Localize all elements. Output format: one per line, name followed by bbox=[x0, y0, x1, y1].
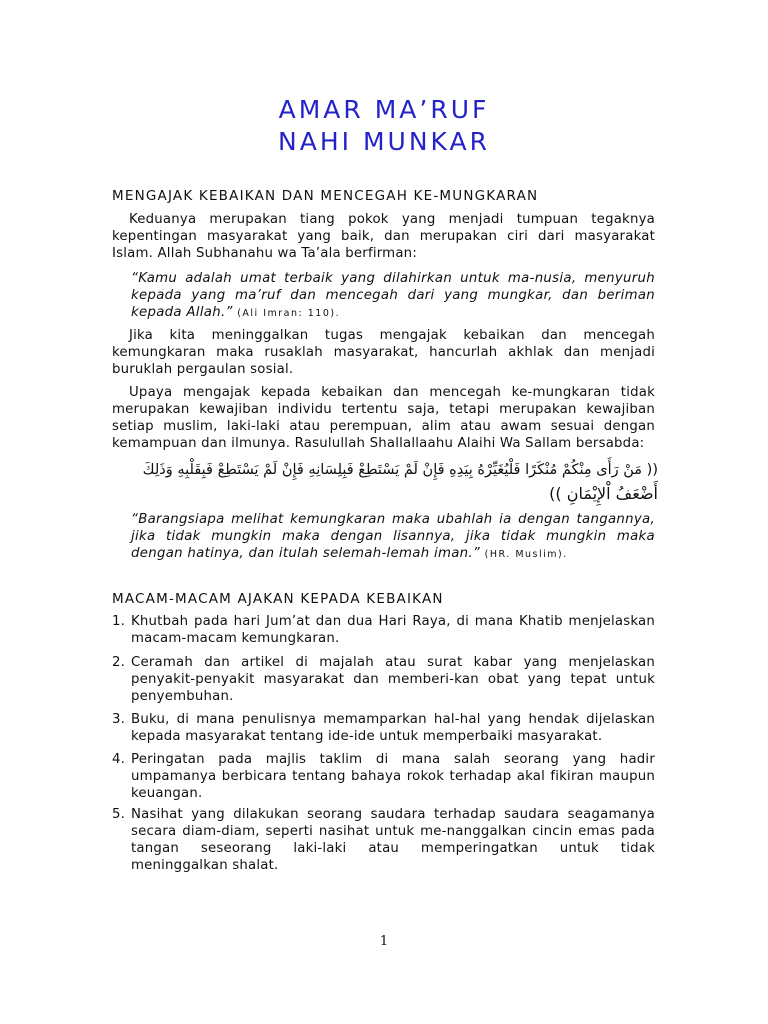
list-item-number: 3. bbox=[112, 712, 126, 727]
list-item-line: Ceramah dan artikel di majalah atau surat kabar yang menjelaskan bbox=[131, 655, 655, 670]
paragraph-3-line: setiap muslim, laki-laki atau perempuan, alim atau awam sesuai dengan bbox=[112, 419, 655, 434]
paragraph-1-line: Islam. Allah Subhanahu wa Ta’ala berfirman: bbox=[112, 246, 417, 261]
paragraph-2-line: buruklah pergaulan sosial. bbox=[112, 362, 294, 377]
quote-2-line: “Barangsiapa melihat kemungkaran maka ubahlah ia dengan tangannya, bbox=[131, 512, 655, 527]
page-title bbox=[0, 94, 768, 158]
paragraph-2-line: kemungkaran maka rusaklah masyarakat, hancurlah akhlak dan menjadi bbox=[112, 345, 655, 360]
list-item-line: meninggalkan shalat. bbox=[131, 858, 279, 873]
list-item-number: 4. bbox=[112, 752, 126, 767]
paragraph-3 bbox=[112, 384, 655, 452]
page-title-line-1: AMAR MA’RUF bbox=[278, 95, 490, 124]
section-heading-1: MENGAJAK KEBAIKAN DAN MENCEGAH KE-MUNGKARAN bbox=[112, 188, 539, 204]
quote-2-line bbox=[131, 545, 655, 563]
section-heading-2: MACAM-MACAM AJAKAN KEPADA KEBAIKAN bbox=[112, 591, 444, 607]
list-item-line: kepada masyarakat tentang ide-ide untuk memperbaiki masyarakat. bbox=[131, 729, 603, 744]
quote-1-line: “Kamu adalah umat terbaik yang dilahirkan untuk ma-nusia, menyuruh bbox=[131, 271, 655, 286]
paragraph-2 bbox=[112, 327, 655, 378]
paragraph-1-line: Keduanya merupakan tiang pokok yang menjadi tumpuan tegaknya bbox=[129, 212, 655, 227]
list-item-line: Nasihat yang dilakukan seorang saudara terhadap saudara seagamanya bbox=[131, 807, 655, 822]
quote-1-line bbox=[131, 304, 655, 322]
list-item-line: penyakit-penyakit masyarakat dan memberi-kan obat yang tepat untuk bbox=[131, 672, 655, 687]
list-item-body bbox=[131, 806, 655, 874]
list-item-line: tangan seseorang laki-laki atau memperingatkan untuk tidak bbox=[131, 841, 655, 856]
paragraph-2-line: Jika kita meninggalkan tugas mengajak kebaikan dan mencegah bbox=[129, 328, 655, 343]
paragraph-3-line: merupakan kewajiban individu tertentu saja, tetapi merupakan kewajiban bbox=[112, 402, 655, 417]
list-item-number: 2. bbox=[112, 655, 126, 670]
quote-1-last-text: kepada Allah.” bbox=[131, 305, 233, 320]
list-item-line: penyembuhan. bbox=[131, 689, 234, 704]
arabic-hadith-line: أَضْعَفُ اْلإِيْمَانِ )) bbox=[549, 484, 658, 503]
list-item-number: 1. bbox=[112, 614, 126, 629]
quote-1-line: kepada yang ma’ruf dan mencegah dari yang mungkar, dan beriman bbox=[131, 288, 655, 303]
paragraph-1-line: kepentingan masyarakat yang baik, dan merupakan ciri dari masyarakat bbox=[112, 229, 655, 244]
list-item-line: Peringatan pada majlis taklim di mana salah seorang yang hadir bbox=[131, 752, 655, 767]
paragraph-3-line: Upaya mengajak kepada kebaikan dan mencegah ke-mungkaran tidak bbox=[129, 385, 655, 400]
arabic-hadith bbox=[112, 458, 658, 506]
list-item-line: macam-macam kemungkaran. bbox=[131, 631, 340, 646]
list-item-line: secara diam-diam, seperti nasihat untuk me-nanggalkan cincin emas pada bbox=[131, 824, 655, 839]
page-title-line-2: NAHI MUNKAR bbox=[278, 127, 490, 156]
paragraph-1 bbox=[112, 211, 655, 262]
quote-2-source: (HR. Muslim). bbox=[484, 549, 568, 560]
paragraph-3-line: kemampuan dan ilmunya. Rasulullah Shallallaahu Alaihi Wa Sallam bersabda: bbox=[112, 436, 645, 451]
list-item-body bbox=[131, 751, 655, 802]
list-item-body bbox=[131, 711, 655, 745]
list-item-body bbox=[131, 654, 655, 705]
list-item-line: Buku, di mana penulisnya memamparkan hal-hal yang hendak dijelaskan bbox=[131, 712, 655, 727]
list-item-line: Khutbah pada hari Jum’at dan dua Hari Raya, di mana Khatib menjelaskan bbox=[131, 614, 655, 629]
quote-2-line: jika tidak mungkin maka dengan lisannya, jika tidak mungkin maka bbox=[131, 529, 655, 544]
quote-2-last-text: dengan hatinya, dan itulah selemah-lemah iman.” bbox=[131, 546, 481, 561]
arabic-hadith-line: (( مَنْ رَأَى مِنْكُمْ مُنْكَرًا فَلْيُغَيِّرْهُ بِيَدِهِ فَإِنْ لَمْ يَسْتَطِعْ فَبِلِسَانِهِ فَإِنْ لَمْ يَسْتَطِعْ فَبِقَلْبِهِ وَذَلِكَ bbox=[142, 462, 658, 478]
page-number: 1 bbox=[379, 934, 389, 949]
quote-ali-imran bbox=[131, 270, 655, 322]
quote-hadith bbox=[131, 511, 655, 563]
quote-1-source: (Ali Imran: 110). bbox=[237, 308, 341, 319]
list-item-line: umpamanya berbicara tentang bahaya rokok terhadap akal fikiran maupun bbox=[131, 769, 655, 784]
list-item-number: 5. bbox=[112, 807, 126, 822]
list-item-line: keuangan. bbox=[131, 786, 203, 801]
list-item-body bbox=[131, 613, 655, 647]
